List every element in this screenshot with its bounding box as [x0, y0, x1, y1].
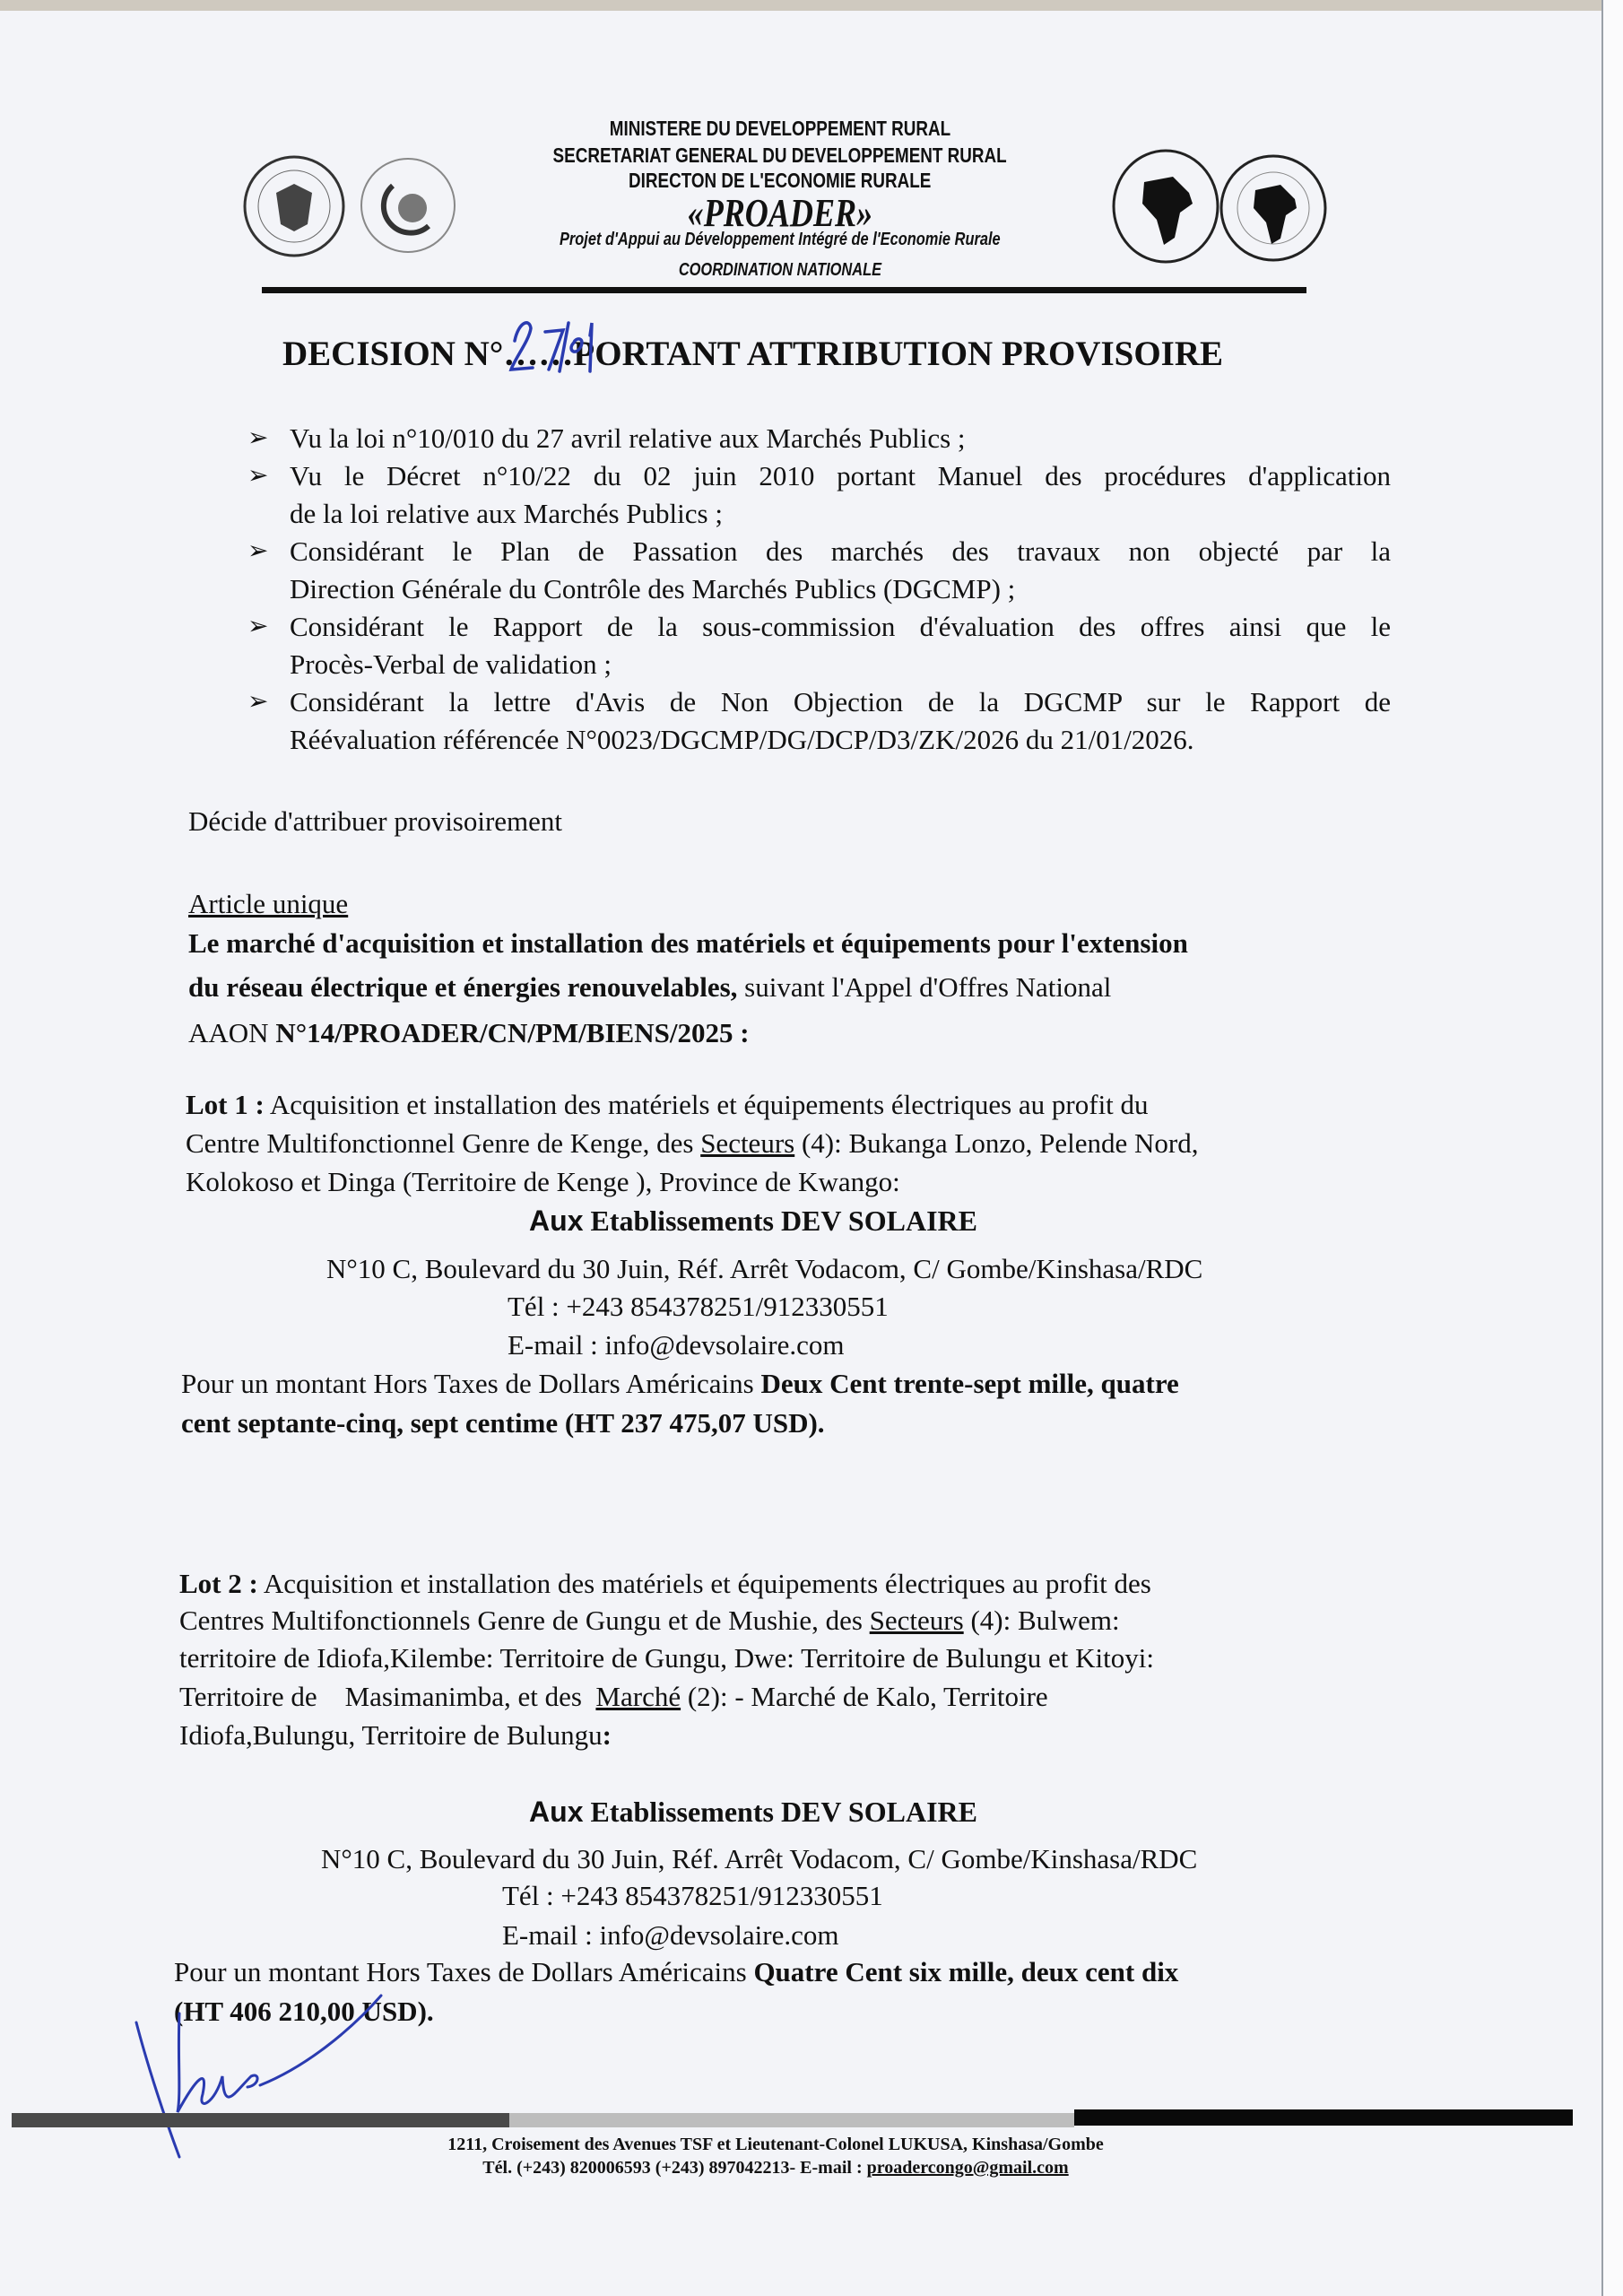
lot1-line-3: Kolokoso et Dinga (Territoire de Kenge ), Province de Kwango:	[186, 1166, 900, 1197]
lot2-awardee: Aux Etablissements DEV SOLAIRE	[529, 1796, 977, 1828]
lot1-amount-line-1: Pour un montant Hors Taxes de Dollars Américains Deux Cent trente-sept mille, quatre	[181, 1368, 1179, 1399]
footer-contact: Tél. (+243) 820006593 (+243) 897042213- E-mail : proadercongo@gmail.com	[482, 2158, 1069, 2178]
article-heading: Article unique	[188, 888, 349, 919]
lot1-tel: Tél : +243 854378251/912330551	[508, 1291, 889, 1322]
footer-email-link[interactable]: proadercongo@gmail.com	[866, 2158, 1069, 2178]
lot2-line-1: Lot 2 : Acquisition et installation des matériels et équipements électriques au profit des	[179, 1568, 1151, 1599]
lot2-tel: Tél : +243 854378251/912330551	[502, 1880, 883, 1911]
bullet-arrow-icon: ➢	[247, 462, 269, 490]
decision-title	[282, 334, 1223, 374]
footer-address: 1211, Croisement des Avenues TSF et Lieutenant-Colonel LUKUSA, Kinshasa/Gombe	[447, 2135, 1104, 2154]
bullet-3-line-2: Direction Générale du Contrôle des Marchés Publics (DGCMP) ;	[290, 573, 1016, 604]
ministry-name: MINISTERE DU DEVELOPPEMENT RURAL	[609, 117, 951, 140]
footer-bar-dark	[12, 2113, 509, 2127]
article-line-3: AAON N°14/PROADER/CN/PM/BIENS/2025 :	[188, 1017, 750, 1048]
lot1-line-1: Lot 1 : Acquisition et installation des matériels et équipements électriques au profit du	[186, 1089, 1149, 1120]
bullet-2-line-1: Vu le Décret n°10/22 du 02 juin 2010 portant Manuel des procédures d'application	[290, 460, 1391, 491]
lot2-amount-line-2: (HT 406 210,00 USD).	[174, 1996, 434, 2027]
secretariat-name: SECRETARIAT GENERAL DU DEVELOPPEMENT RURAL	[552, 144, 1008, 167]
bullet-arrow-icon: ➢	[247, 424, 269, 452]
lot2-line-5: Idiofa,Bulungu, Territoire de Bulungu:	[179, 1719, 612, 1751]
bullet-2-line-2: de la loi relative aux Marchés Publics ;	[290, 498, 723, 529]
lot1-awardee: Aux Etablissements DEV SOLAIRE	[529, 1205, 977, 1237]
title-prefix: DECISION N°	[282, 335, 504, 373]
lot2-amount-line-1: Pour un montant Hors Taxes de Dollars Américains Quatre Cent six mille, deux cent dix	[174, 1956, 1179, 1987]
bullet-5-line-1: Considérant la lettre d'Avis de Non Objection de la DGCMP sur le Rapport de	[290, 686, 1391, 718]
header-rule	[262, 287, 1306, 293]
bullet-4-line-2: Procès-Verbal de validation ;	[290, 648, 612, 680]
lot2-address: N°10 C, Boulevard du 30 Juin, Réf. Arrêt Vodacom, C/ Gombe/Kinshasa/RDC	[321, 1843, 1198, 1874]
bullet-arrow-icon: ➢	[247, 688, 269, 716]
lot2-email: E-mail : info@devsolaire.com	[502, 1919, 839, 1951]
bullet-arrow-icon: ➢	[247, 537, 269, 565]
bullet-1: Vu la loi n°10/010 du 27 avril relative aux Marchés Publics ;	[290, 422, 966, 454]
page-edge	[1601, 0, 1623, 2296]
program-name: «PROADER»	[687, 191, 873, 235]
handwritten-decision-number	[502, 305, 601, 377]
bullet-5-line-2: Réévaluation référencée N°0023/DGCMP/DG/DCP/D3/ZK/2026 du 21/01/2026.	[290, 724, 1194, 755]
direction-name: DIRECTON DE L'ECONOMIE RURALE	[629, 169, 932, 192]
article-line-1: Le marché d'acquisition et installation des matériels et équipements pour l'extension	[188, 927, 1188, 959]
coordination-label: COORDINATION NATIONALE	[678, 260, 882, 280]
scan-top-edge	[0, 0, 1623, 11]
lot2-line-3: territoire de Idiofa,Kilembe: Territoire de Gungu, Dwe: Territoire de Bulungu et Kitoyi:	[179, 1642, 1154, 1674]
lot1-line-2: Centre Multifonctionnel Genre de Kenge, des Secteurs (4): Bukanga Lonzo, Pelende Nord,	[186, 1127, 1199, 1159]
bullet-arrow-icon: ➢	[247, 613, 269, 640]
footer-bar-light	[509, 2113, 1074, 2127]
lot2-line-2: Centres Multifonctionnels Genre de Gungu et de Mushie, des Secteurs (4): Bulwem:	[179, 1605, 1120, 1636]
title-dots: ……	[503, 335, 574, 373]
footer-bar-black	[1074, 2109, 1573, 2126]
decide-statement: Décide d'attribuer provisoirement	[188, 805, 563, 837]
program-full-name: Projet d'Appui au Développement Intégré de l'Economie Rurale	[560, 230, 1001, 249]
lot1-email: E-mail : info@devsolaire.com	[508, 1329, 845, 1361]
title-suffix: PORTANT ATTRIBUTION PROVISOIRE	[573, 335, 1224, 373]
lot1-address: N°10 C, Boulevard du 30 Juin, Réf. Arrêt Vodacom, C/ Gombe/Kinshasa/RDC	[326, 1253, 1203, 1284]
lot1-amount-line-2: cent septante-cinq, sept centime (HT 237 475,07 USD).	[181, 1407, 825, 1439]
bullet-3-line-1: Considérant le Plan de Passation des marchés des travaux non objecté par la	[290, 535, 1391, 567]
bullet-4-line-1: Considérant le Rapport de la sous-commission d'évaluation des offres ainsi que le	[290, 611, 1391, 642]
article-line-2: du réseau électrique et énergies renouvelables, suivant l'Appel d'Offres National	[188, 971, 1112, 1003]
lot2-line-4: Territoire de Masimanimba, et des Marché (2): - Marché de Kalo, Territoire	[179, 1681, 1048, 1712]
